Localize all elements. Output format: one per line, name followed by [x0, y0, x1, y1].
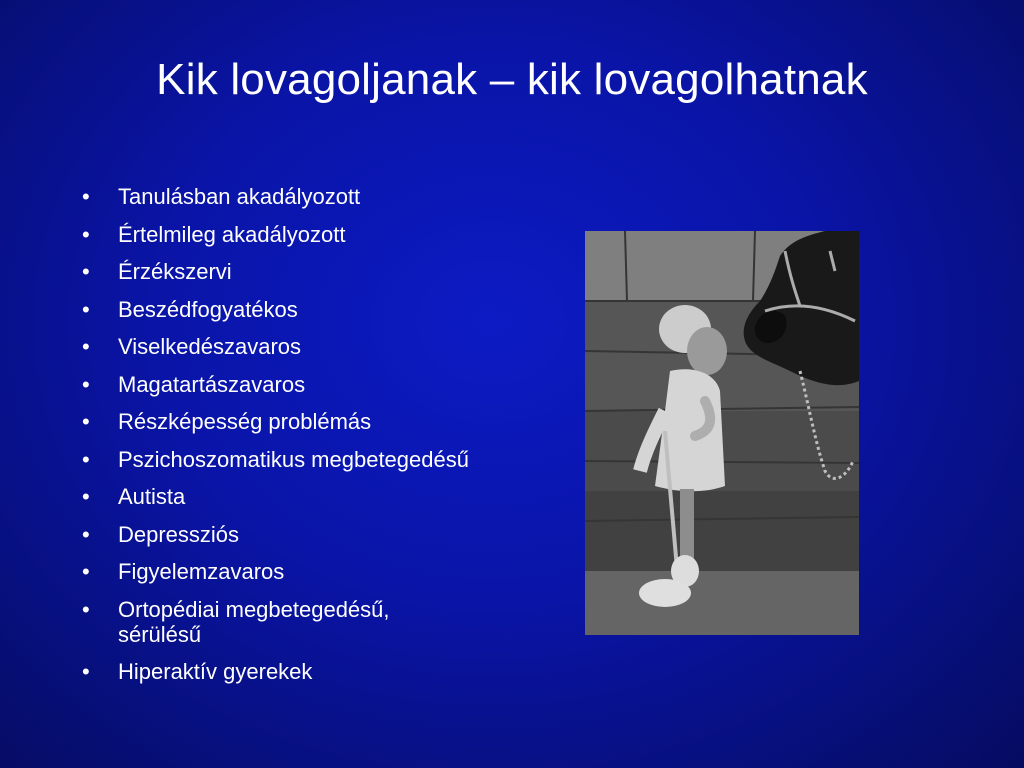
list-item [82, 334, 582, 359]
bullet-marker: • [82, 221, 90, 247]
list-item-text: Beszédfogyatékos [118, 296, 298, 322]
list-item [82, 597, 582, 647]
bullet-marker: • [82, 484, 90, 509]
bullet-marker: • [82, 521, 90, 547]
list-item-text: Részképesség problémás [118, 409, 372, 434]
list-item-text: Autista [118, 484, 186, 509]
list-item [82, 522, 582, 547]
bullet-list [82, 184, 582, 697]
list-item-text: Magatartászavaros [118, 371, 306, 397]
list-item [82, 184, 582, 209]
list-item-text: Ortopédiai megbetegedésű, sérülésű [118, 596, 390, 647]
bullet-marker: • [82, 659, 90, 684]
bullet-marker: • [82, 296, 90, 322]
list-item [82, 409, 582, 434]
list-item [82, 222, 582, 247]
bullet-marker: • [82, 184, 90, 209]
list-item [82, 484, 582, 509]
list-item-text: Figyelemzavaros [118, 559, 285, 584]
list-item-text: Depressziós [118, 521, 240, 547]
bullet-marker: • [82, 446, 90, 472]
list-item-text: Érzékszervi [118, 259, 232, 284]
bullet-marker: • [82, 596, 90, 622]
bullet-marker: • [82, 259, 90, 284]
list-item [82, 659, 582, 684]
photo-illustration [585, 231, 859, 635]
list-item-text: Pszichoszomatikus megbetegedésű [118, 446, 469, 472]
list-item-text: Tanulásban akadályozott [118, 184, 361, 209]
list-item [82, 259, 582, 284]
slide-title: Kik lovagoljanak – kik lovagolhatnak [156, 55, 868, 104]
bullet-marker: • [82, 371, 90, 397]
list-item [82, 447, 582, 472]
list-item [82, 372, 582, 397]
bullet-marker: • [82, 334, 90, 359]
list-item-text: Viselkedészavaros [118, 334, 302, 359]
list-item-text: Értelmileg akadályozott [118, 221, 346, 247]
photo-child-kissing-horse [585, 231, 859, 635]
list-item [82, 559, 582, 584]
bullet-marker: • [82, 559, 90, 584]
list-item-text: Hiperaktív gyerekek [118, 659, 313, 684]
bullet-marker: • [82, 409, 90, 434]
list-item [82, 297, 582, 322]
